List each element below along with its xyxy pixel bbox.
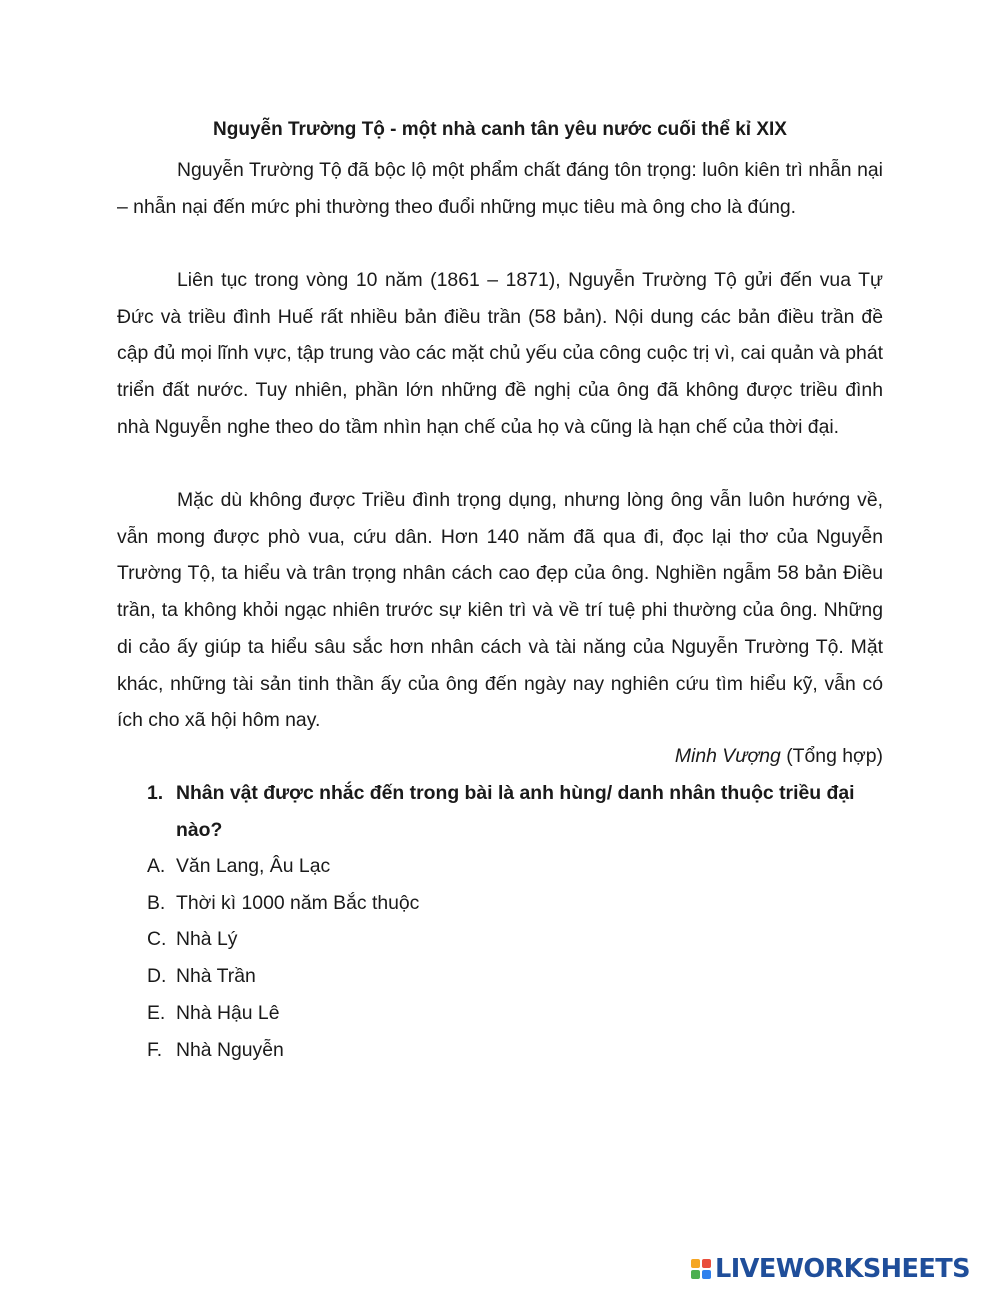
paragraph-1: Nguyễn Trường Tộ đã bộc lộ một phẩm chất đáng tôn trọng: luôn kiên trì nhẫn nại – nhẫn nại đến mức phi thường theo đuổi những mục tiêu mà ông cho là đúng.	[117, 159, 883, 218]
option-f[interactable]	[147, 1032, 419, 1069]
paragraph-3: Mặc dù không được Triều đình trọng dụng, nhưng lòng ông vẫn luôn hướng về, vẫn mong được phò vua, cứu dân. Hơn 140 năm đã qua đi, đọc lại thơ của Nguyễn Trường Tộ, ta hiểu và trân trọng nhân cách cao đẹp của ông. Nghiền ngẫm 58 bản Điều trần, ta không khỏi ngạc nhiên trước sự kiên trì và về trí tuệ phi thường của ông. Những di cảo ấy giúp ta hiểu sâu sắc hơn nhân cách và tài năng của Nguyễn Trường Tộ. Mặt khác, những tài sản tinh thần ấy của ông đến ngày nay nghiên cứu tìm hiểu kỹ, vẫn có ích cho xã hội hôm nay.	[117, 489, 883, 732]
answer-options	[147, 848, 419, 1068]
question-1	[147, 775, 883, 848]
question-text: Nhân vật được nhắc đến trong bài là anh hùng/ danh nhân thuộc triều đại nào?	[176, 782, 855, 841]
option-letter: B.	[147, 891, 166, 914]
liveworksheets-logo-icon	[691, 1259, 711, 1279]
option-a[interactable]	[147, 848, 419, 885]
attribution-note: (Tổng hợp)	[786, 745, 883, 767]
option-e[interactable]	[147, 995, 419, 1032]
option-letter: D.	[147, 965, 167, 988]
logo-text: LIVEWORKSHEETS	[715, 1254, 970, 1284]
attribution-author: Minh Vượng	[674, 745, 781, 767]
option-text: Nhà Trần	[176, 965, 256, 988]
option-text: Thời kì 1000 năm Bắc thuộc	[176, 891, 420, 914]
option-text: Nhà Nguyễn	[176, 1038, 284, 1061]
option-text: Nhà Lý	[176, 928, 238, 951]
logo-tile	[702, 1270, 711, 1279]
option-letter: E.	[147, 1001, 166, 1024]
option-text: Nhà Hậu Lê	[176, 1001, 280, 1024]
option-c[interactable]	[147, 921, 419, 958]
option-letter: C.	[147, 928, 167, 951]
paragraph-2: Liên tục trong vòng 10 năm (1861 – 1871), Nguyễn Trường Tộ gửi đến vua Tự Đức và triều đình Huế rất nhiều bản điều trần (58 bản). Nội dung các bản điều trần đề cập đủ mọi lĩnh vực, tập trung vào các mặt chủ yếu của công cuộc trị vì, cai quản và phát triển đất nước. Tuy nhiên, phần lớn những đề nghị của ông đã không được triều đình nhà Nguyễn nghe theo do tầm nhìn hạn chế của họ và cũng là hạn chế của thời đại.	[117, 269, 883, 438]
option-letter: A.	[147, 855, 166, 877]
logo-tile	[691, 1270, 700, 1279]
option-d[interactable]	[147, 958, 419, 995]
option-letter: F.	[147, 1038, 163, 1061]
logo-tile	[702, 1259, 711, 1268]
question-number: 1.	[147, 782, 164, 804]
logo-tile	[691, 1259, 700, 1268]
attribution	[675, 738, 883, 775]
liveworksheets-logo	[691, 1253, 970, 1285]
option-b[interactable]	[147, 885, 419, 922]
document-title: Nguyễn Trường Tộ - một nhà canh tân yêu nước cuối thể kỉ XIX	[213, 119, 787, 140]
option-text: Văn Lang, Âu Lạc	[176, 855, 331, 877]
